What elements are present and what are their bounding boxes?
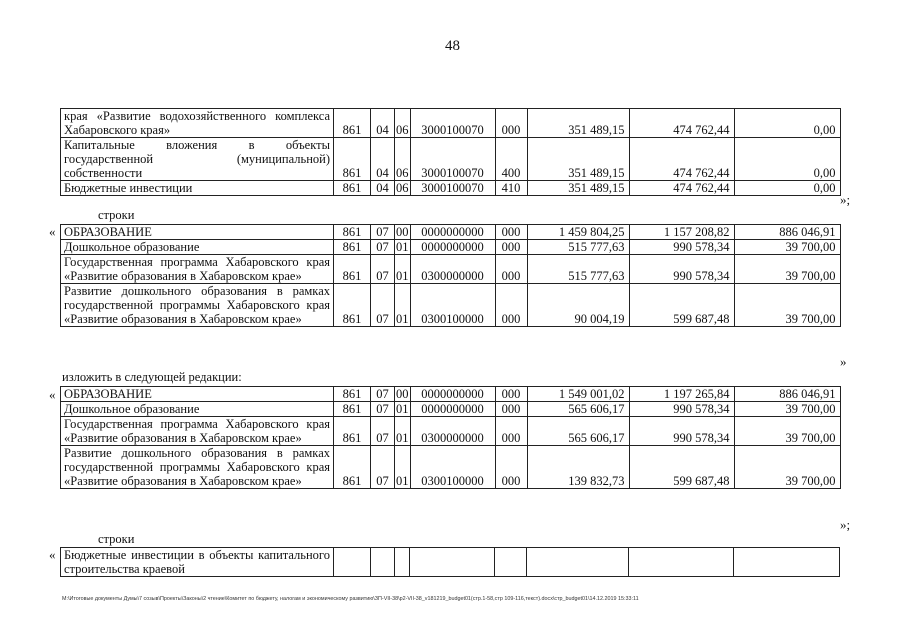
- amount-cell: 90 004,19: [527, 284, 629, 327]
- budget-table-block-2: [60, 224, 841, 327]
- code-expense-type-cell: 000: [495, 387, 527, 402]
- budget-table-block-4: [60, 547, 840, 577]
- code-subsection-cell: 00: [396, 387, 409, 401]
- amount-cell: 990 578,34: [629, 402, 734, 417]
- amount-cell: 39 700,00: [734, 284, 840, 327]
- code-ministry-cell: 861: [334, 225, 371, 240]
- row-name-cell: Дошкольное образование: [61, 240, 334, 255]
- opening-quote-mark: «: [49, 387, 56, 402]
- amount-cell: 351 489,15: [527, 109, 629, 138]
- table-row: [61, 387, 841, 402]
- code-target-cell: 3000100070: [410, 109, 495, 138]
- code-subsection-cell: 01: [395, 284, 411, 327]
- code-subsection-cell: 06: [396, 181, 409, 195]
- table-row: [61, 548, 840, 577]
- amount-cell: 39 700,00: [734, 417, 840, 446]
- code-ministry-cell: [334, 548, 371, 577]
- amount-cell: 599 687,48: [629, 284, 734, 327]
- amount-cell: 1 459 804,25: [527, 225, 629, 240]
- row-name-cell: Капитальные вложения в объекты государственной (муниципальной) собственности: [61, 138, 334, 181]
- code-expense-type-cell: 400: [495, 138, 527, 181]
- closing-quote-mark: »;: [840, 517, 851, 532]
- row-name-cell: ОБРАЗОВАНИЕ: [61, 225, 334, 240]
- table-row: [61, 240, 841, 255]
- code-expense-type-cell: 000: [495, 225, 527, 240]
- code-expense-type-cell: 000: [495, 417, 527, 446]
- table-row: [61, 402, 841, 417]
- table-row: [61, 417, 841, 446]
- row-name-cell: Государственная программа Хабаровского края «Развитие образования в Хабаровском крае»: [61, 417, 334, 446]
- code-target-cell: 0300000000: [410, 255, 495, 284]
- code-ministry-cell: 861: [334, 138, 371, 181]
- code-section-cell: 07: [371, 225, 395, 240]
- document-footer-path: M:\Итоговые документы Думы\7 созыв\Проекты\Законы\2 чтение\Комитет по бюджету, налогам и экономическому развитию\ЗП-VII-38\р2-VII-38_v181219_budget01(стр.1-58,стр 109-116,текст).docx\стр_budget01\14.12.2019 15:33:11: [62, 596, 639, 602]
- code-subsection-cell: 01: [396, 240, 409, 254]
- amount-cell: 351 489,15: [527, 181, 629, 196]
- row-name-cell: Дошкольное образование: [61, 402, 334, 417]
- code-section-cell: 07: [371, 417, 395, 446]
- text-stroki: строки: [98, 208, 135, 222]
- amount-cell: 39 700,00: [734, 255, 840, 284]
- code-subsection-cell: 06: [395, 109, 411, 138]
- amount-cell: 351 489,15: [527, 138, 629, 181]
- budget-table-block-1: [60, 108, 841, 196]
- code-target-cell: 0300100000: [410, 446, 495, 489]
- code-ministry-cell: 861: [334, 387, 371, 402]
- text-izlozhit: изложить в следующей редакции:: [62, 370, 242, 384]
- amount-cell: 515 777,63: [527, 240, 629, 255]
- amount-cell: 1 549 001,02: [527, 387, 629, 402]
- amount-cell: 886 046,91: [734, 387, 840, 402]
- code-section-cell: 07: [371, 255, 395, 284]
- code-expense-type-cell: 000: [495, 402, 527, 417]
- table-row: [61, 225, 841, 240]
- code-target-cell: 0000000000: [410, 402, 495, 417]
- row-name-cell: Развитие дошкольного образования в рамках государственной программы Хабаровского края «Развитие образования в Хабаровском крае»: [61, 446, 334, 489]
- code-subsection-cell: [395, 548, 410, 577]
- code-expense-type-cell: 000: [495, 240, 527, 255]
- code-expense-type-cell: 000: [495, 284, 527, 327]
- row-name-cell: ОБРАЗОВАНИЕ: [61, 387, 334, 402]
- code-ministry-cell: 861: [334, 255, 371, 284]
- amount-cell: 39 700,00: [734, 446, 840, 489]
- code-expense-type-cell: [495, 548, 527, 577]
- amount-cell: 139 832,73: [527, 446, 629, 489]
- code-target-cell: 0000000000: [410, 240, 495, 255]
- amount-cell: 990 578,34: [629, 255, 734, 284]
- amount-cell: 599 687,48: [629, 446, 734, 489]
- code-target-cell: 0300000000: [410, 417, 495, 446]
- budget-table-block-3: [60, 386, 841, 489]
- code-expense-type-cell: 000: [495, 446, 527, 489]
- amount-cell: 1 157 208,82: [629, 225, 734, 240]
- code-section-cell: 07: [371, 446, 395, 489]
- code-section-cell: 07: [371, 284, 395, 327]
- amount-cell: 0,00: [734, 181, 840, 196]
- amount-cell: 515 777,63: [527, 255, 629, 284]
- closing-quote-mark: »;: [840, 192, 851, 207]
- code-target-cell: 0000000000: [410, 225, 495, 240]
- table-row: [61, 446, 841, 489]
- code-target-cell: 0000000000: [410, 387, 495, 402]
- code-target-cell: [410, 548, 495, 577]
- code-ministry-cell: 861: [334, 446, 371, 489]
- code-section-cell: 04: [371, 109, 395, 138]
- table-row: [61, 138, 841, 181]
- code-expense-type-cell: 000: [495, 109, 527, 138]
- amount-cell: 474 762,44: [629, 138, 734, 181]
- code-subsection-cell: 06: [395, 138, 411, 181]
- code-ministry-cell: 861: [334, 402, 371, 417]
- page-number: 48: [445, 38, 460, 54]
- amount-cell: [527, 548, 629, 577]
- amount-cell: 886 046,91: [734, 225, 840, 240]
- code-section-cell: 07: [371, 402, 395, 417]
- table-row: [61, 284, 841, 327]
- opening-quote-mark: «: [49, 547, 56, 562]
- table-row: [61, 255, 841, 284]
- code-subsection-cell: 00: [396, 225, 409, 239]
- amount-cell: 1 197 265,84: [629, 387, 734, 402]
- code-section-cell: 04: [371, 181, 395, 196]
- amount-cell: 990 578,34: [629, 240, 734, 255]
- row-name-cell: Бюджетные инвестиции в объекты капитального строительства краевой: [61, 548, 334, 577]
- code-target-cell: 0300100000: [410, 284, 495, 327]
- row-name-cell: Бюджетные инвестиции: [61, 181, 334, 196]
- code-section-cell: 07: [371, 240, 395, 255]
- row-name-cell: Развитие дошкольного образования в рамках государственной программы Хабаровского края «Развитие образования в Хабаровском крае»: [61, 284, 334, 327]
- code-subsection-cell: 01: [395, 417, 411, 446]
- code-target-cell: 3000100070: [410, 138, 495, 181]
- code-section-cell: 07: [371, 387, 395, 402]
- amount-cell: 39 700,00: [734, 240, 840, 255]
- code-subsection-cell: 01: [396, 402, 409, 416]
- text-stroki: строки: [98, 532, 135, 546]
- table-row: [61, 181, 841, 196]
- code-subsection-cell: 01: [395, 446, 411, 489]
- code-section-cell: [371, 548, 395, 577]
- amount-cell: 990 578,34: [629, 417, 734, 446]
- code-target-cell: 3000100070: [410, 181, 495, 196]
- opening-quote-mark: «: [49, 224, 56, 239]
- amount-cell: 565 606,17: [527, 417, 629, 446]
- code-ministry-cell: 861: [334, 109, 371, 138]
- code-section-cell: 04: [371, 138, 395, 181]
- code-expense-type-cell: 410: [495, 181, 527, 196]
- amount-cell: 39 700,00: [734, 402, 840, 417]
- code-expense-type-cell: 000: [495, 255, 527, 284]
- table-row: [61, 109, 841, 138]
- code-ministry-cell: 861: [334, 417, 371, 446]
- amount-cell: 474 762,44: [629, 109, 734, 138]
- amount-cell: [734, 548, 840, 577]
- code-ministry-cell: 861: [334, 181, 371, 196]
- amount-cell: 0,00: [734, 109, 840, 138]
- amount-cell: 565 606,17: [527, 402, 629, 417]
- amount-cell: [629, 548, 734, 577]
- code-ministry-cell: 861: [334, 284, 371, 327]
- row-name-cell: Государственная программа Хабаровского края «Развитие образования в Хабаровском крае»: [61, 255, 334, 284]
- amount-cell: 0,00: [734, 138, 840, 181]
- closing-quote-mark: »: [840, 354, 847, 369]
- code-ministry-cell: 861: [334, 240, 371, 255]
- code-subsection-cell: 01: [395, 255, 411, 284]
- row-name-cell: края «Развитие водохозяйственного комплекса Хабаровского края»: [61, 109, 334, 138]
- amount-cell: 474 762,44: [629, 181, 734, 196]
